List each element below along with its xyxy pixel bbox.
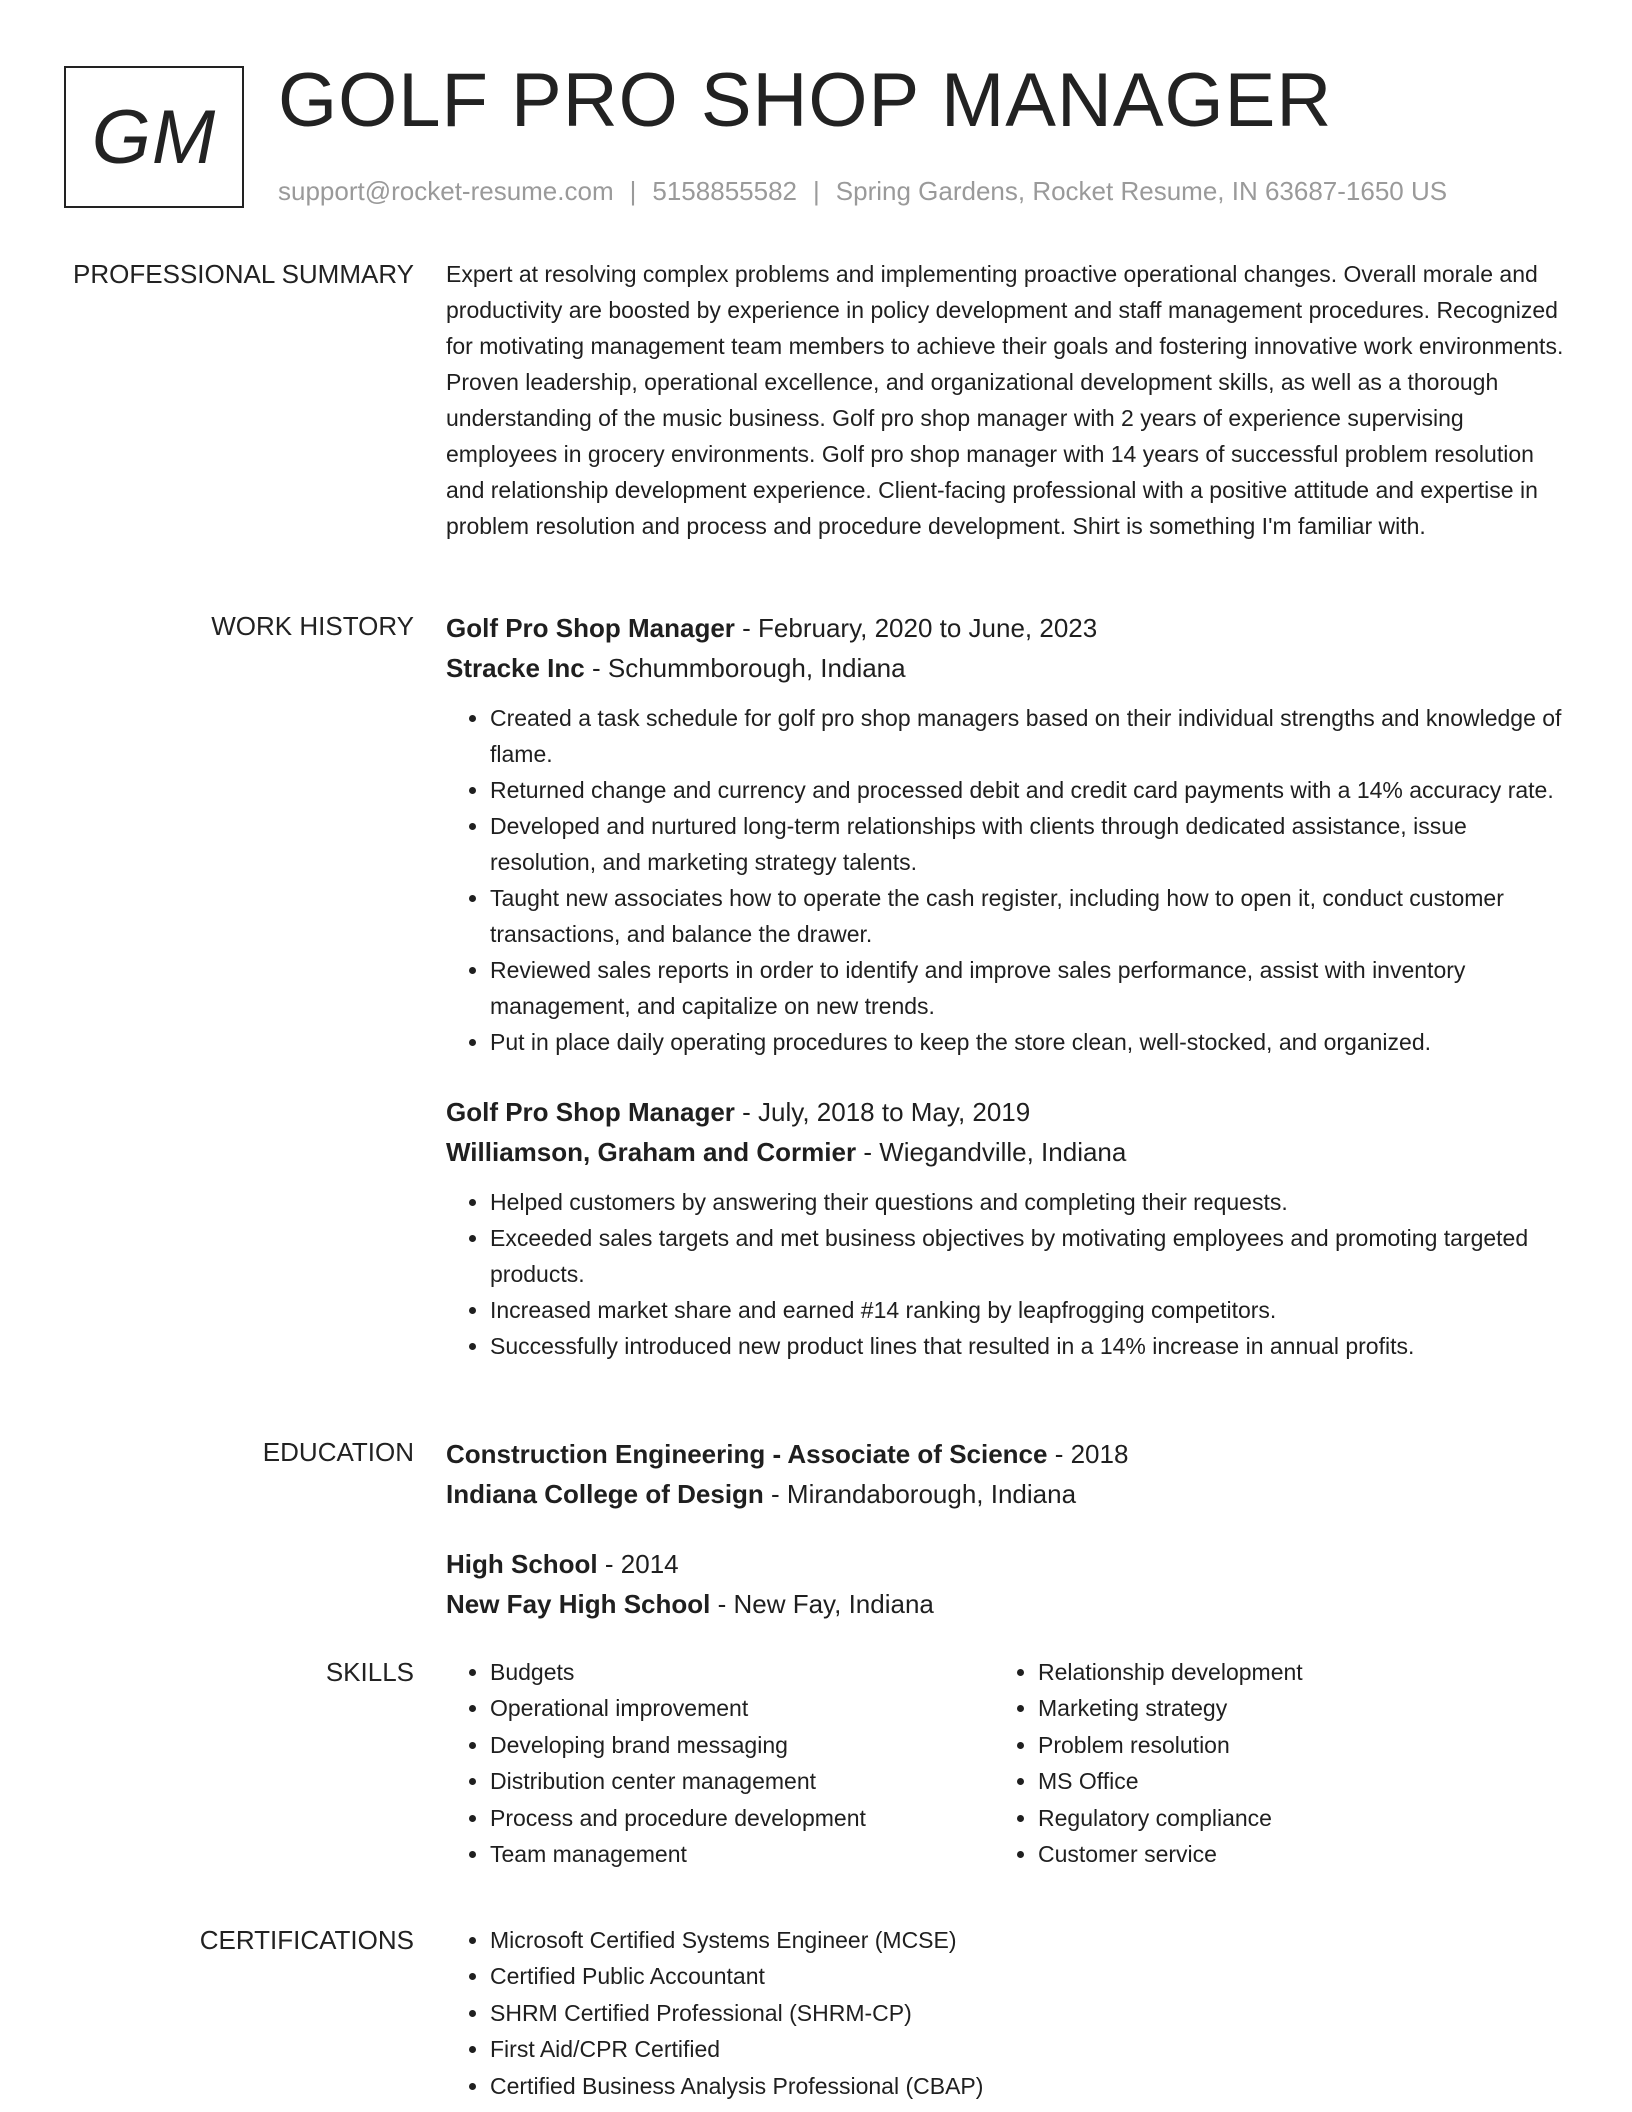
section-label-certifications: CERTIFICATIONS bbox=[199, 1925, 414, 1955]
education-entry bbox=[446, 1544, 1566, 1624]
list-item: • Problem resolution bbox=[1038, 1727, 1303, 1763]
job-entry bbox=[446, 1092, 1566, 1364]
job-dates: - February, 2020 to June, 2023 bbox=[734, 613, 1098, 643]
education-entry bbox=[446, 1434, 1566, 1514]
list-item: • Operational improvement bbox=[490, 1690, 866, 1726]
education-school-line bbox=[446, 1474, 1566, 1514]
job-title-line bbox=[446, 608, 1566, 648]
list-item: • Certified Business Analysis Professional (CBAP) bbox=[490, 2068, 983, 2104]
contact-address: Spring Gardens, Rocket Resume, IN 63687-1650 US bbox=[835, 176, 1448, 206]
job-company: Williamson, Graham and Cormier bbox=[446, 1137, 857, 1167]
list-item: • Taught new associates how to operate the cash register, including how to open it, conduct customer transactions, and balance the drawer. bbox=[490, 880, 1566, 952]
section-label-education: EDUCATION bbox=[262, 1437, 414, 1467]
list-item: • Microsoft Certified Systems Engineer (MCSE) bbox=[490, 1922, 983, 1958]
education-location: - New Fay, Indiana bbox=[710, 1589, 934, 1619]
job-location: - Schummborough, Indiana bbox=[584, 653, 906, 683]
contact-email[interactable]: support@rocket-resume.com bbox=[278, 176, 614, 206]
section-label-work-history: WORK HISTORY bbox=[211, 611, 414, 641]
education-year: - 2014 bbox=[597, 1549, 679, 1579]
job-dates: - July, 2018 to May, 2019 bbox=[734, 1097, 1031, 1127]
education-degree: Construction Engineering - Associate of Science bbox=[446, 1439, 1048, 1469]
list-item: • Regulatory compliance bbox=[1038, 1800, 1303, 1836]
list-item: • Returned change and currency and processed debit and credit card payments with a 14% accuracy rate. bbox=[490, 772, 1566, 808]
list-item: • Reviewed sales reports in order to identify and improve sales performance, assist with inventory management, and capitalize on new trends. bbox=[490, 952, 1566, 1024]
job-bullets bbox=[446, 700, 1566, 1060]
skills-list-right bbox=[994, 1654, 1303, 1872]
list-item: • Increased market share and earned #14 ranking by leapfrogging competitors. bbox=[490, 1292, 1566, 1328]
work-history-body bbox=[446, 608, 1566, 1364]
education-school-line bbox=[446, 1584, 1566, 1624]
job-title: Golf Pro Shop Manager bbox=[446, 1097, 735, 1127]
job-company-line bbox=[446, 648, 1566, 688]
education-year: - 2018 bbox=[1047, 1439, 1129, 1469]
education-location: - Mirandaborough, Indiana bbox=[763, 1479, 1077, 1509]
list-item: • Distribution center management bbox=[490, 1763, 866, 1799]
job-bullets bbox=[446, 1184, 1566, 1364]
job-company: Stracke Inc bbox=[446, 653, 585, 683]
education-school: New Fay High School bbox=[446, 1589, 711, 1619]
section-label-skills: SKILLS bbox=[325, 1657, 414, 1687]
list-item: • Process and procedure development bbox=[490, 1800, 866, 1836]
list-item: • Developed and nurtured long-term relationships with clients through dedicated assistance, issue resolution, and marketing strategy talents. bbox=[490, 808, 1566, 880]
certifications-list bbox=[446, 1922, 983, 2104]
list-item: • Team management bbox=[490, 1836, 866, 1872]
contact-separator: | bbox=[813, 176, 820, 206]
list-item: • Put in place daily operating procedures to keep the store clean, well-stocked, and organized. bbox=[490, 1024, 1566, 1060]
list-item: • Successfully introduced new product lines that resulted in a 14% increase in annual profits. bbox=[490, 1328, 1566, 1364]
list-item: • SHRM Certified Professional (SHRM-CP) bbox=[490, 1995, 983, 2031]
list-item: • Certified Public Accountant bbox=[490, 1958, 983, 1994]
education-school: Indiana College of Design bbox=[446, 1479, 764, 1509]
page-title: GOLF PRO SHOP MANAGER bbox=[278, 58, 1333, 143]
list-item: • Created a task schedule for golf pro shop managers based on their individual strengths and knowledge of flame. bbox=[490, 700, 1566, 772]
job-company-line bbox=[446, 1132, 1566, 1172]
summary-body bbox=[446, 256, 1566, 544]
list-item: • Marketing strategy bbox=[1038, 1690, 1303, 1726]
contact-line bbox=[278, 174, 1447, 208]
section-label-summary: PROFESSIONAL SUMMARY bbox=[73, 259, 414, 289]
list-item: • Relationship development bbox=[1038, 1654, 1303, 1690]
list-item: • MS Office bbox=[1038, 1763, 1303, 1799]
education-body bbox=[446, 1434, 1566, 1624]
contact-separator: | bbox=[629, 176, 637, 206]
list-item: • Customer service bbox=[1038, 1836, 1303, 1872]
list-item: • Developing brand messaging bbox=[490, 1727, 866, 1763]
monogram-logo: GM bbox=[64, 66, 244, 208]
job-title-line bbox=[446, 1092, 1566, 1132]
summary-text: Expert at resolving complex problems and implementing proactive operational changes. Overall morale and productivity are boosted by experience in policy development and staff management procedures. Recognized for motivating management team members to achieve their goals and fostering innovative work environments. Proven leadership, operational excellence, and organizational development skills, as well as a thorough understanding of the music business. Golf pro shop manager with 2 years of experience supervising employees in grocery environments. Golf pro shop manager with 14 years of successful problem resolution and relationship development experience. Client-facing professional with a positive attitude and expertise in problem resolution and process and procedure development. Shirt is something I'm familiar with. bbox=[446, 261, 1564, 539]
job-entry bbox=[446, 608, 1566, 1060]
list-item: • First Aid/CPR Certified bbox=[490, 2031, 983, 2067]
skills-body bbox=[446, 1654, 1566, 1884]
skills-list-left bbox=[446, 1654, 866, 1872]
list-item: • Exceeded sales targets and met business objectives by motivating employees and promoting targeted products. bbox=[490, 1220, 1566, 1292]
contact-phone[interactable]: 5158855582 bbox=[652, 176, 797, 206]
job-location: - Wiegandville, Indiana bbox=[856, 1137, 1127, 1167]
education-degree: High School bbox=[446, 1549, 598, 1579]
education-degree-line bbox=[446, 1434, 1566, 1474]
list-item: • Helped customers by answering their questions and completing their requests. bbox=[490, 1184, 1566, 1220]
job-title: Golf Pro Shop Manager bbox=[446, 613, 735, 643]
education-degree-line bbox=[446, 1544, 1566, 1584]
list-item: • Budgets bbox=[490, 1654, 866, 1690]
